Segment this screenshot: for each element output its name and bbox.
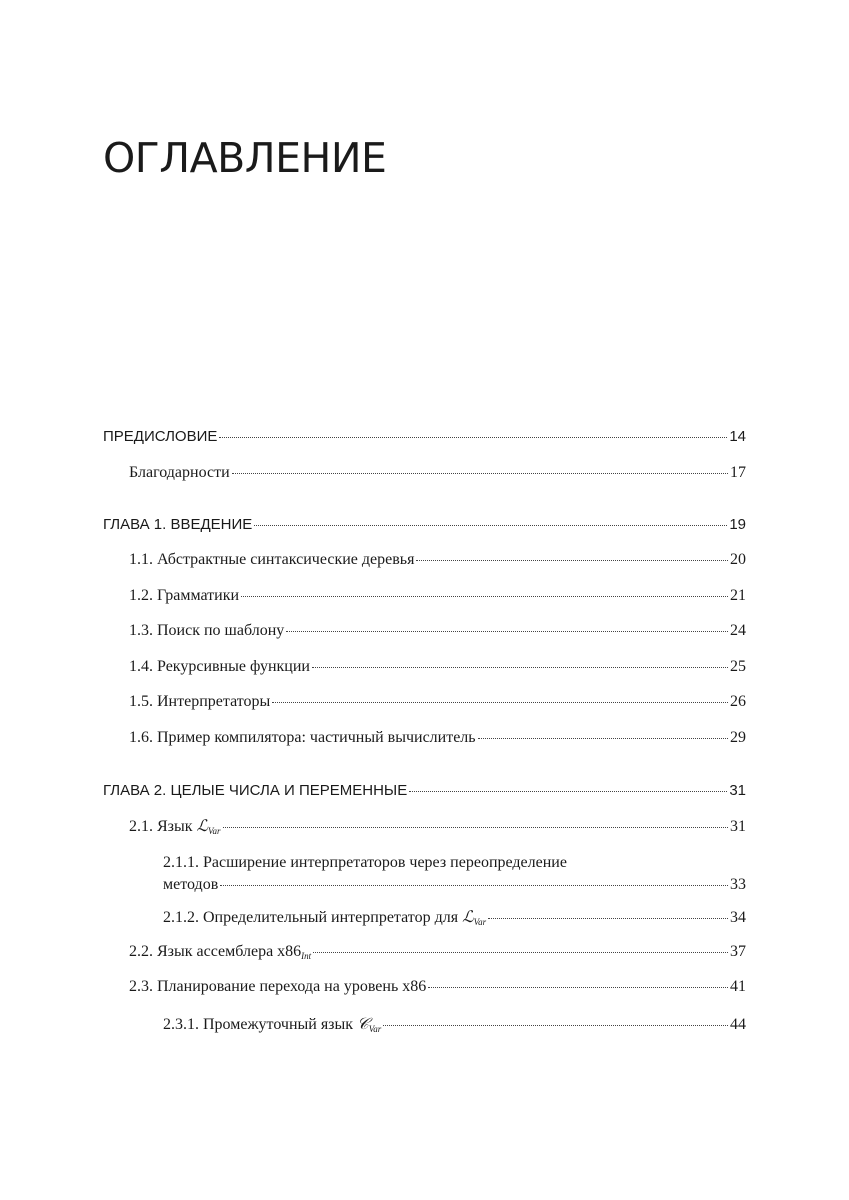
toc-entry-page: 31 <box>729 782 746 799</box>
toc-entry-2-1[interactable] <box>129 816 746 840</box>
toc-entry-2-1-1[interactable] <box>163 852 746 896</box>
toc-entry-1-4[interactable] <box>129 658 746 682</box>
toc-entry-1-6[interactable] <box>129 729 746 753</box>
toc-entry-text: 1.5. Интерпретаторы <box>129 693 271 710</box>
toc-entry-page: 31 <box>730 818 746 835</box>
toc-entry-text: 2.1.1. Расширение интерпретаторов через переопределение <box>163 854 567 871</box>
math-symbol: 𝒞 <box>357 1014 369 1033</box>
toc-entry-text: ПРЕДИСЛОВИЕ <box>103 428 218 445</box>
leader-dots <box>383 1025 728 1026</box>
toc-entry-text: Благодарности <box>129 464 230 481</box>
leader-dots <box>219 437 727 438</box>
toc-entry-1-3[interactable] <box>129 622 746 646</box>
toc-entry-page: 33 <box>730 876 746 893</box>
toc-entry-2-1-2[interactable] <box>163 907 746 931</box>
toc-entry-page: 17 <box>730 464 746 481</box>
math-subscript: Var <box>208 826 221 836</box>
toc-entry-acknowledgements[interactable] <box>129 464 746 488</box>
leader-dots <box>272 702 728 703</box>
toc-entry-text: 2.1. Язык ℒ$_{Var}$ <box>129 816 221 836</box>
leader-dots <box>428 987 728 988</box>
leader-dots <box>416 560 728 561</box>
toc-entry-text: ГЛАВА 2. ЦЕЛЫЕ ЧИСЛА И ПЕРЕМЕННЫЕ <box>103 782 408 799</box>
toc-entry-preface[interactable] <box>103 428 746 452</box>
toc-entry-page: 19 <box>729 516 746 533</box>
toc-entry-1-5[interactable] <box>129 693 746 717</box>
toc-entry-page: 44 <box>730 1016 746 1033</box>
toc-entry-text: 2.2. Язык ассемблера $x86_{Int}$ <box>129 943 312 961</box>
math-subscript: Int <box>301 951 312 961</box>
leader-dots <box>254 525 727 526</box>
toc-entry-text-continued: методов <box>163 876 219 893</box>
leader-dots <box>478 738 728 739</box>
math-symbol: ℒ <box>462 907 474 926</box>
toc-entry-page: 20 <box>730 551 746 568</box>
toc-entry-2-2[interactable] <box>129 943 746 967</box>
toc-entry-chapter-2[interactable] <box>103 782 746 806</box>
toc-entry-text: 1.1. Абстрактные синтаксические деревья <box>129 551 415 568</box>
leader-dots <box>241 596 728 597</box>
leader-dots <box>312 667 728 668</box>
toc-entry-page: 14 <box>729 428 746 445</box>
toc-entry-1-2[interactable] <box>129 587 746 611</box>
toc-entry-2-3[interactable] <box>129 978 746 1002</box>
leader-dots <box>313 952 728 953</box>
toc-entry-text: ГЛАВА 1. ВВЕДЕНИЕ <box>103 516 253 533</box>
toc-entry-text: 1.2. Грамматики <box>129 587 240 604</box>
toc-entry-page: 24 <box>730 622 746 639</box>
leader-dots <box>488 918 728 919</box>
toc-entry-text: 1.6. Пример компилятора: частичный вычислитель <box>129 729 476 746</box>
toc-entry-text: 2.1.2. Определительный интерпретатор для ℒ$_{Var}$ <box>163 907 487 927</box>
toc-entry-page: 25 <box>730 658 746 675</box>
math-subscript: Var <box>368 1024 382 1034</box>
leader-dots <box>223 827 728 828</box>
page-title: ОГЛАВЛЕНИЕ <box>103 134 387 182</box>
toc-entry-text: 2.3.1. Промежуточный язык 𝒞$_{Var}$ <box>163 1014 382 1034</box>
toc-entry-page: 37 <box>730 943 746 960</box>
toc-entry-chapter-1[interactable] <box>103 516 746 540</box>
toc-entry-text: 2.3. Планирование перехода на уровень x86 <box>129 978 427 995</box>
toc-entry-page: 34 <box>730 909 746 926</box>
leader-dots <box>220 885 728 886</box>
toc-entry-page: 41 <box>730 978 746 995</box>
toc-entry-page: 26 <box>730 693 746 710</box>
leader-dots <box>286 631 728 632</box>
toc-entry-1-1[interactable] <box>129 551 746 575</box>
toc-entry-page: 29 <box>730 729 746 746</box>
math-symbol: ℒ <box>196 816 209 835</box>
math-subscript: Var <box>473 917 487 927</box>
toc-entry-2-3-1[interactable] <box>163 1014 746 1038</box>
toc-entry-text: 1.3. Поиск по шаблону <box>129 622 285 639</box>
leader-dots <box>232 473 728 474</box>
toc-entry-text: 1.4. Рекурсивные функции <box>129 658 310 675</box>
toc-entry-page: 21 <box>730 587 746 604</box>
leader-dots <box>409 791 727 792</box>
